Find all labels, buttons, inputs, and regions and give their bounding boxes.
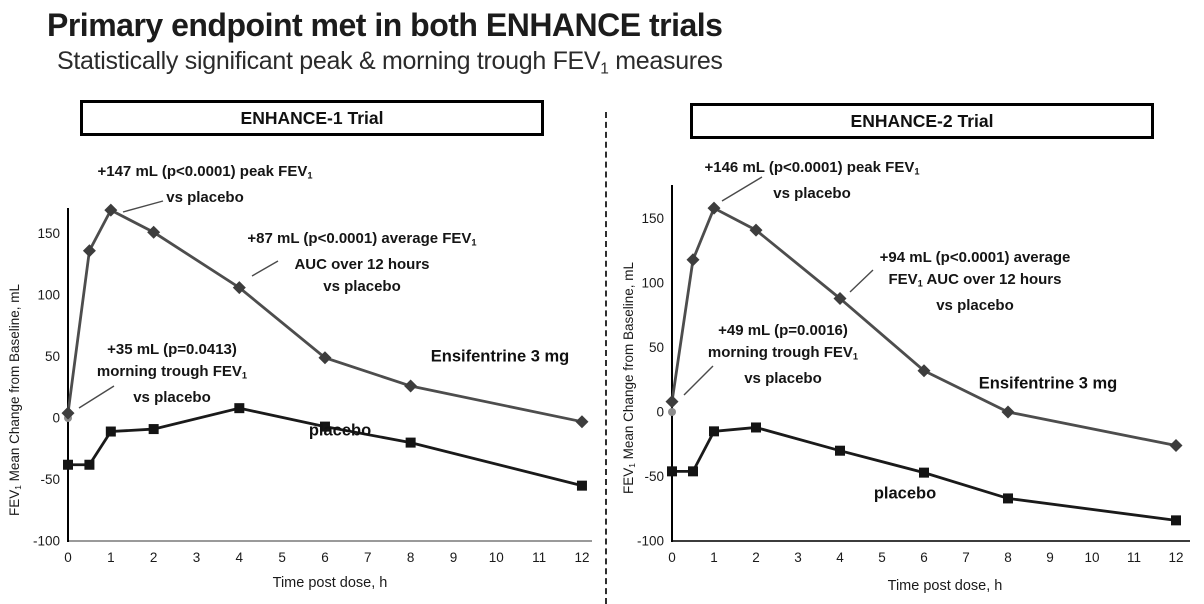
annotation-line: +49 mL (p=0.0016): [718, 322, 848, 339]
svg-text:11: 11: [532, 550, 547, 565]
svg-text:3: 3: [192, 550, 201, 565]
svg-text:-50: -50: [40, 472, 60, 487]
x-axis-label-enhance-1: Time post dose, h: [272, 575, 388, 591]
svg-text:0: 0: [656, 404, 664, 420]
svg-text:2: 2: [149, 550, 158, 565]
chart-title-enhance-1: [80, 100, 544, 136]
annotation-line: vs placebo: [936, 296, 1014, 314]
svg-text:4: 4: [836, 550, 844, 565]
annotation-peak-fev1-enhance-2: [704, 157, 919, 205]
svg-text:100: 100: [641, 275, 664, 291]
svg-text:150: 150: [37, 226, 60, 241]
svg-text:3: 3: [794, 550, 802, 565]
svg-text:50: 50: [44, 349, 60, 364]
svg-text:8: 8: [406, 550, 415, 565]
svg-text:6: 6: [321, 550, 329, 565]
annotation-line: +146 mL (p<0.0001) peak $FEV_1$: [704, 159, 920, 177]
svg-text:0: 0: [668, 550, 676, 565]
annotation-line: +147 mL (p<0.0001) peak $FEV_1$: [97, 163, 313, 181]
svg-text:4: 4: [235, 550, 244, 565]
annotation-line: +35 mL (p=0.0413): [107, 341, 237, 358]
svg-text:1: 1: [710, 550, 718, 565]
svg-text:6: 6: [920, 550, 928, 565]
x-axis-label-enhance-2: Time post dose, h: [887, 578, 1003, 594]
svg-text:9: 9: [1046, 550, 1054, 565]
svg-text:9: 9: [449, 550, 458, 565]
annotation-peak-fev1-enhance-1: [97, 161, 312, 209]
svg-text:12: 12: [1168, 550, 1184, 565]
svg-text:12: 12: [574, 550, 590, 565]
series-label-placebo-enhance-1: placebo: [308, 421, 372, 440]
svg-text:-100: -100: [32, 533, 60, 549]
annotation-line: vs placebo: [773, 185, 851, 203]
svg-text:50: 50: [648, 340, 664, 355]
svg-text:8: 8: [1004, 550, 1012, 565]
svg-text:-50: -50: [644, 469, 664, 484]
svg-text:0: 0: [64, 550, 72, 565]
svg-text:0: 0: [52, 410, 60, 426]
svg-text:7: 7: [364, 550, 372, 565]
annotation-line: $FEV_1$ AUC over 12 hours: [888, 270, 1062, 289]
series-label-placebo-enhance-2: placebo: [873, 484, 937, 503]
y-axis-label-enhance-2: $FEV_1$ Mean Change from Baseline, mL: [620, 261, 638, 495]
series-label-ensifentrine-enhance-2: Ensifentrine 3 mg: [978, 374, 1118, 393]
y-axis-label-enhance-1: $FEV_1$ Mean Change from Baseline, mL: [6, 283, 24, 517]
svg-text:10: 10: [1084, 550, 1100, 565]
annotation-line: morning trough $FEV_1$: [707, 343, 859, 362]
chart-title-label: ENHANCE-1 Trial: [240, 107, 384, 128]
annotation-auc-enhance-2: [880, 247, 1071, 316]
page-subtitle: Statistically significant peak & morning trough $FEV_1$ measures: [57, 47, 723, 78]
svg-text:2: 2: [752, 550, 760, 565]
svg-text:-100: -100: [636, 533, 664, 549]
annotation-trough-enhance-2: [708, 320, 858, 389]
chart-title-label: ENHANCE-2 Trial: [850, 110, 994, 131]
annotation-auc-enhance-1: [247, 228, 476, 297]
svg-text:10: 10: [488, 550, 504, 565]
svg-text:150: 150: [641, 211, 664, 226]
svg-text:100: 100: [37, 287, 60, 303]
annotation-line: AUC over 12 hours: [294, 256, 430, 274]
annotation-line: vs placebo: [166, 189, 244, 207]
chart-title-enhance-2: [690, 103, 1154, 139]
annotation-line: vs placebo: [744, 369, 822, 387]
annotation-line: morning trough $FEV_1$: [96, 362, 248, 381]
annotation-line: vs placebo: [323, 277, 401, 295]
svg-text:11: 11: [1126, 550, 1142, 565]
series-label-ensifentrine-enhance-1: Ensifentrine 3 mg: [430, 347, 570, 366]
svg-text:1: 1: [107, 550, 115, 565]
annotation-trough-enhance-1: [97, 339, 247, 408]
svg-text:5: 5: [278, 550, 286, 565]
svg-text:5: 5: [878, 550, 886, 565]
page-title: Primary endpoint met in both ENHANCE trials: [47, 7, 723, 43]
annotation-line: +94 mL (p<0.0001) average: [879, 249, 1071, 266]
annotation-line: +87 mL (p<0.0001) average $FEV_1$: [247, 230, 477, 248]
panel-divider: [605, 112, 607, 604]
svg-text:7: 7: [962, 550, 970, 565]
annotation-line: vs placebo: [133, 388, 211, 406]
